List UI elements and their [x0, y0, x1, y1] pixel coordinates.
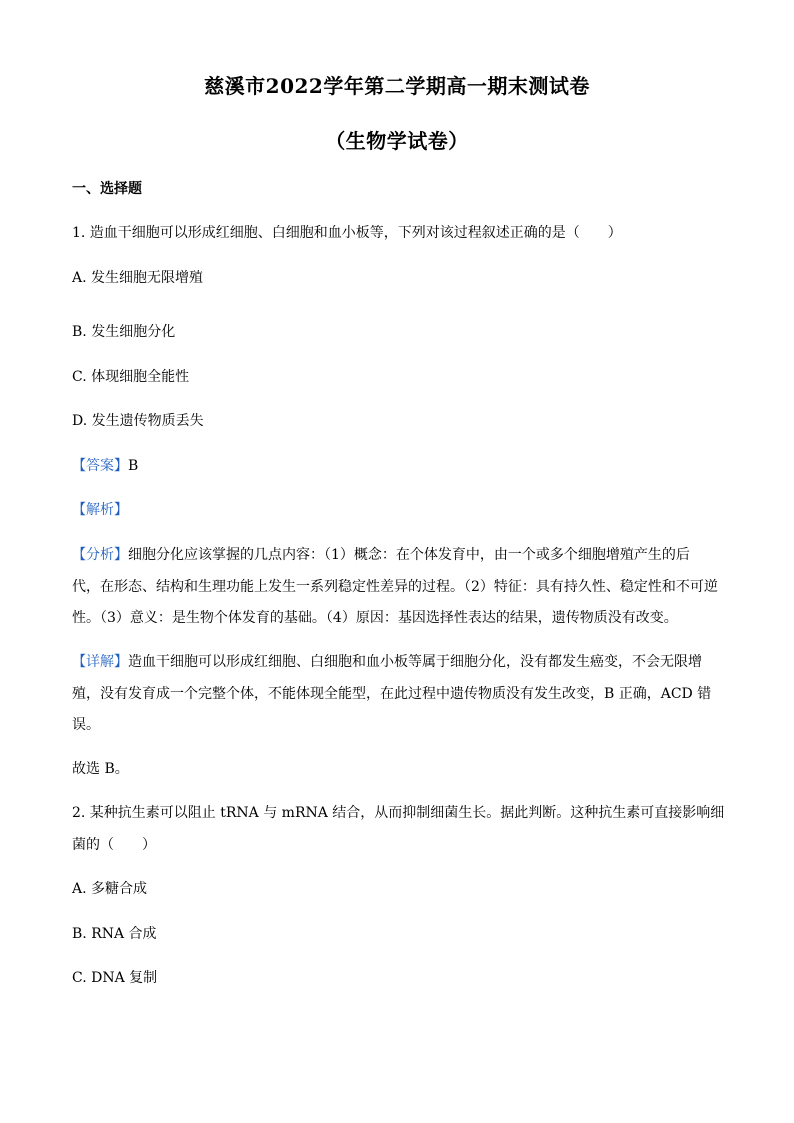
answer-value: B: [128, 458, 139, 474]
question-2-option-a: A. 多糖合成: [72, 881, 148, 897]
xiangjie-line-3: 误。: [72, 717, 100, 733]
fenxi-tag: 【分析】: [72, 547, 128, 563]
question-1-option-d: D. 发生遗传物质丢失: [72, 413, 204, 429]
page-title: 慈溪市2022学年第二学期高一期末测试卷: [204, 74, 590, 98]
answer-tag: 【答案】: [72, 458, 128, 474]
fenxi-line-1: 【分析】细胞分化应该掌握的几点内容：（1）概念：在个体发育中，由一个或多个细胞增殖产生的后: [72, 547, 690, 563]
question-1-option-b: B. 发生细胞分化: [72, 324, 176, 340]
question-2-stem-2: 菌的（ ）: [72, 837, 156, 853]
answer-line: [72, 455, 138, 475]
question-1-option-a: A. 发生细胞无限增殖: [72, 270, 204, 286]
conclusion: 故选 B。: [72, 761, 129, 777]
xiangjie-line-2: 殖，没有发育成一个完整个体，不能体现全能型，在此过程中遗传物质没有发生改变，B 正确，ACD 错: [72, 686, 712, 702]
fenxi-line-3: 性。（3）意义：是生物个体发育的基础。（4）原因：基因选择性表达的结果，遗传物质没有改变。: [72, 610, 678, 626]
question-2-option-b: B. RNA 合成: [72, 926, 157, 942]
page-subtitle: （生物学试卷）: [325, 129, 469, 153]
xiangjie-line-1: 【详解】造血干细胞可以形成红细胞、白细胞和血小板等属于细胞分化，没有都发生癌变，不会无限增: [72, 654, 702, 670]
question-2-option-c: C. DNA 复制: [72, 970, 158, 986]
xiangjie-tag: 【详解】: [72, 654, 128, 670]
question-1-option-c: C. 体现细胞全能性: [72, 369, 190, 385]
fenxi-line-2: 代，在形态、结构和生理功能上发生一系列稳定性差异的过程。（2）特征：具有持久性、稳定性和不可逆: [72, 579, 718, 595]
analysis-tag: 【解析】: [72, 502, 128, 518]
question-1-stem: 1. 造血干细胞可以形成红细胞、白细胞和血小板等，下列对该过程叙述正确的是（ ）: [72, 225, 622, 241]
section-heading: 一、选择题: [72, 181, 142, 197]
question-2-stem-1: 2. 某种抗生素可以阻止 tRNA 与 mRNA 结合，从而抑制细菌生长。据此判断。这种抗生素可直接影响细: [72, 805, 725, 821]
